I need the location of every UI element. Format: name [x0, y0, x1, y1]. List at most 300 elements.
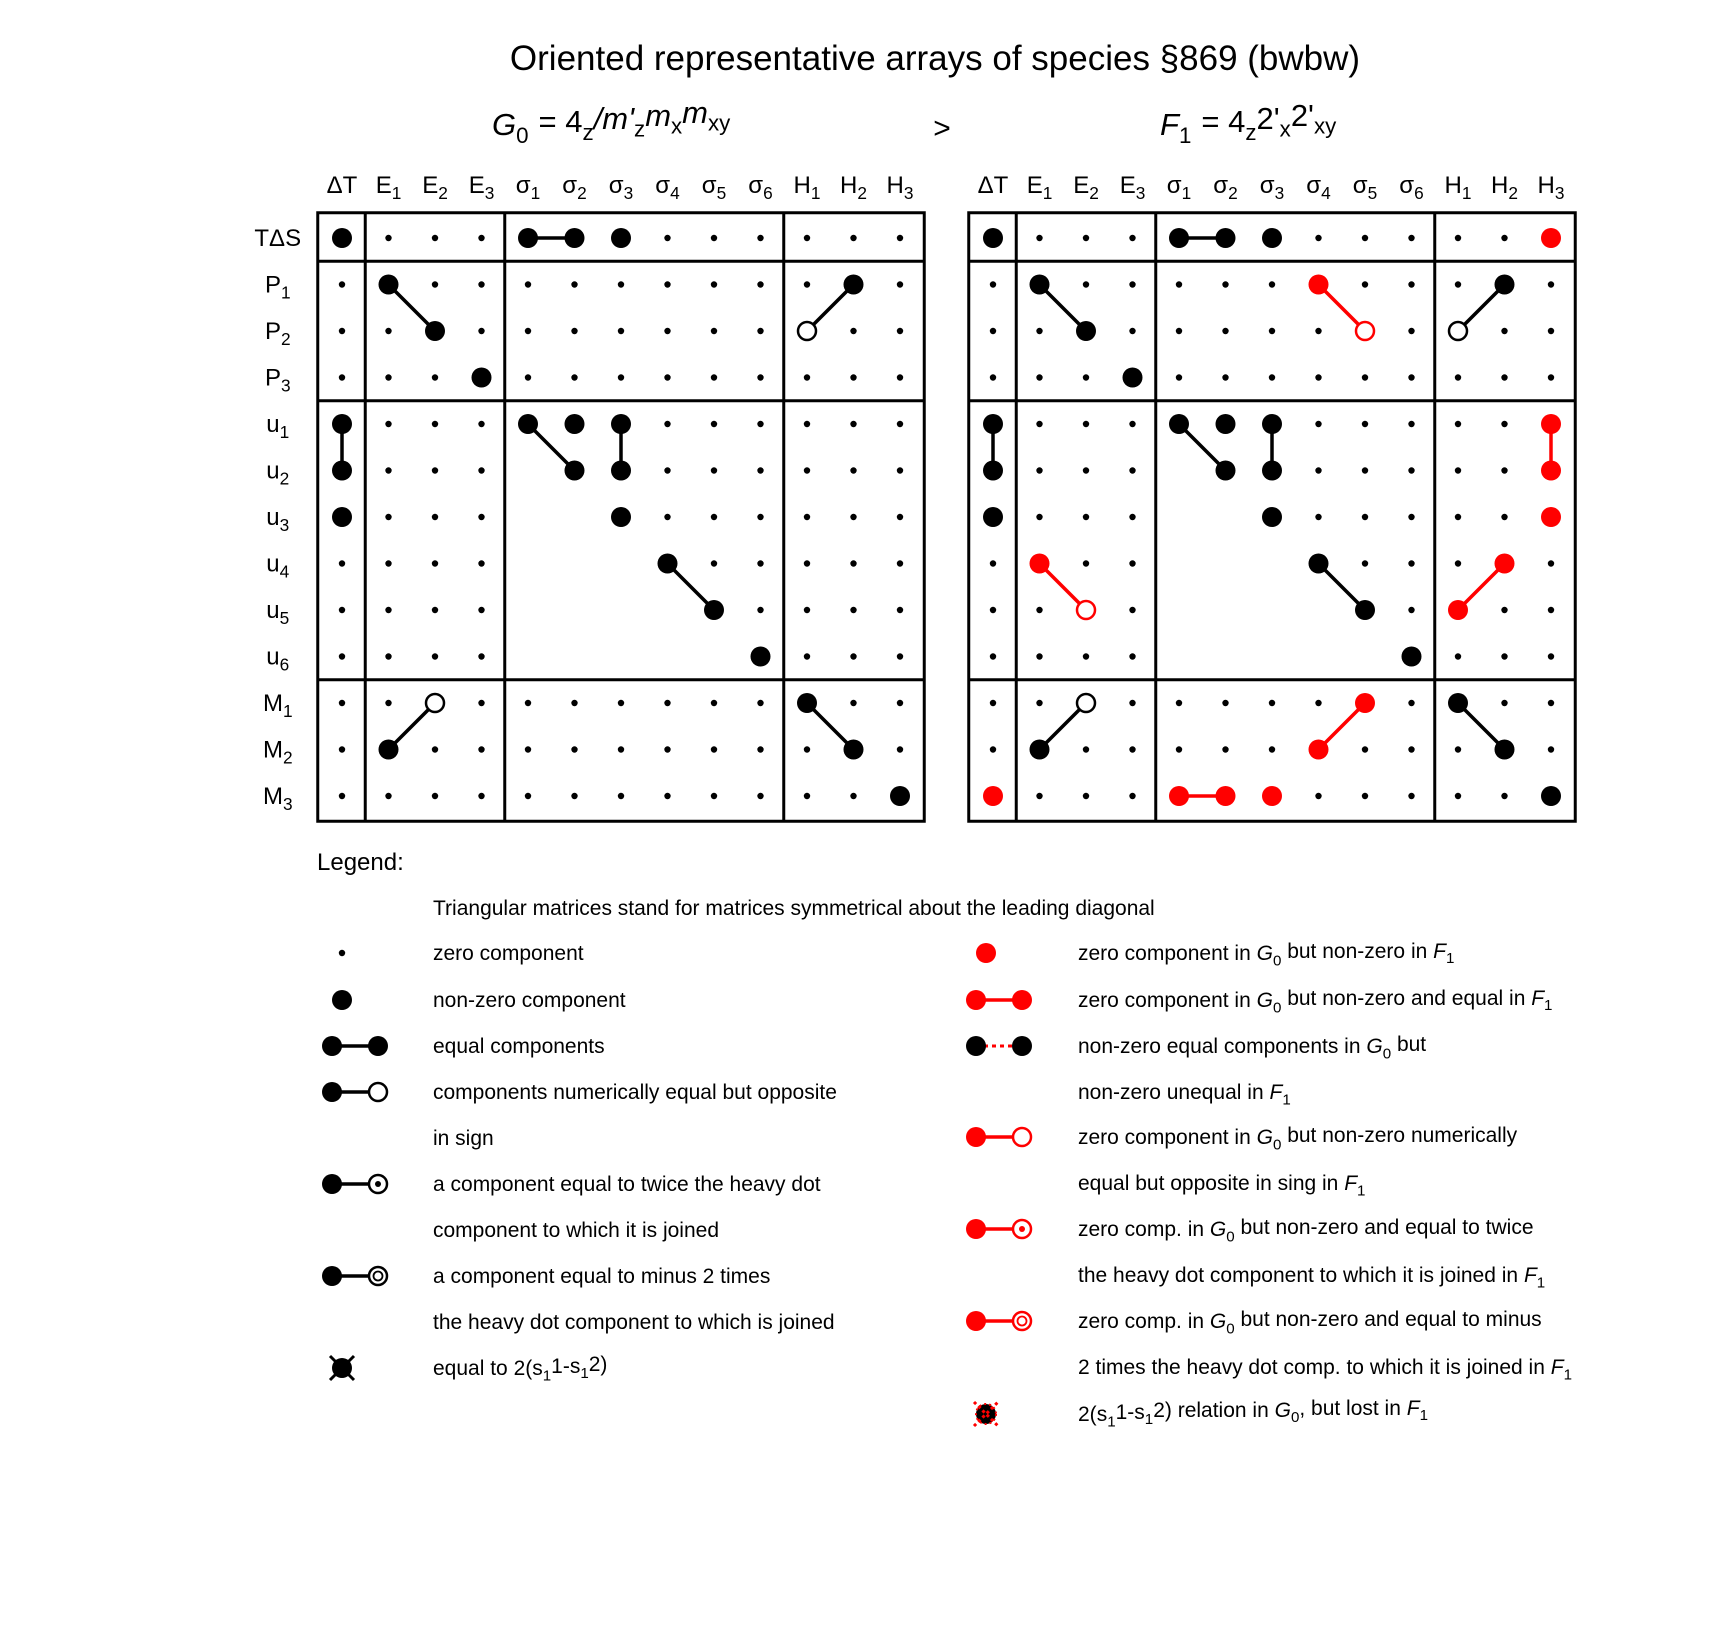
zero-component-dot: [1408, 793, 1414, 799]
big-dot-icon: [1012, 1036, 1032, 1056]
zero-component-dot: [432, 235, 438, 241]
zero-component-dot: [385, 514, 391, 520]
legend-subscript: 0: [1226, 1320, 1235, 1338]
inner-dot-icon: [375, 1181, 381, 1187]
group-part: = 4: [1201, 103, 1246, 139]
legend-subscript: 1: [1419, 1407, 1428, 1425]
label-part: 1: [1181, 183, 1192, 204]
row-label: [254, 225, 301, 252]
zero-component-dot: [664, 746, 670, 752]
zero-component-dot: [432, 514, 438, 520]
label-part: 2: [282, 747, 293, 768]
label-part: 3: [623, 183, 634, 204]
label-part: ΔT: [977, 172, 1009, 199]
label-part: σ: [608, 172, 624, 199]
zero-component-dot: [571, 328, 577, 334]
zero-component-dot: [757, 328, 763, 334]
zero-component-dot: [478, 467, 484, 473]
zero-component-dot: [1548, 653, 1554, 659]
zero-component-dot: [385, 235, 391, 241]
zero-component-dot: [385, 328, 391, 334]
legend-text: [433, 1219, 719, 1242]
big-dot-icon: [976, 943, 996, 963]
zero-component-dot: [1408, 514, 1414, 520]
nonzero-component-dot: [1030, 275, 1050, 295]
legend-text-part: , but lost in: [1299, 1396, 1407, 1420]
zero-component-dot: [1036, 328, 1042, 334]
nonzero-component-dot: [1262, 461, 1282, 481]
row-label: [266, 458, 289, 489]
legend-symbol-part: G: [1209, 1310, 1227, 1333]
label-part: 6: [1414, 183, 1424, 204]
zero-component-dot: [711, 235, 717, 241]
label-part: 2: [438, 183, 448, 204]
legend-symbol-part: G: [1209, 1218, 1227, 1241]
legend-symbol-part: G: [1366, 1035, 1383, 1058]
big-dot-icon: [322, 1174, 342, 1194]
row-label: [266, 411, 289, 442]
zero-component-dot: [897, 607, 903, 613]
legend-symbol-part: G: [1274, 1398, 1291, 1422]
label-part: 2: [280, 329, 291, 350]
label-part: 3: [903, 183, 914, 204]
nonzero-component-dot: [472, 368, 492, 388]
zero-component-dot: [1129, 328, 1135, 334]
big-dot-icon: [322, 1266, 342, 1286]
zero-component-dot: [1408, 421, 1414, 427]
nonzero-component-dot: [1262, 786, 1282, 806]
label-part: E: [422, 172, 439, 199]
zero-component-dot: [478, 281, 484, 287]
zero-component-dot: [1501, 421, 1507, 427]
zero-component-dot: [1455, 421, 1461, 427]
label-part: σ: [562, 172, 578, 199]
zero-component-dot: [1176, 700, 1182, 706]
zero-component-dot: [571, 746, 577, 752]
legend-text: [433, 1081, 837, 1104]
zero-component-dot: [432, 281, 438, 287]
zero-component-dot: [804, 467, 810, 473]
legend-text-part: equal but opposite in sing in: [1078, 1172, 1345, 1195]
zero-component-dot: [711, 700, 717, 706]
column-header: [887, 172, 914, 203]
nonzero-component-dot: [1495, 275, 1515, 295]
legend-text: [433, 1265, 770, 1288]
zero-component-dot: [1222, 700, 1228, 706]
zero-component-dot: [757, 607, 763, 613]
zero-component-dot: [757, 700, 763, 706]
column-header: [655, 172, 680, 203]
zero-component-dot: [1501, 607, 1507, 613]
nonzero-component-dot: [565, 228, 585, 248]
group-part: xy: [708, 110, 731, 136]
legend-text-part: but non-zero and equal to twice: [1234, 1215, 1534, 1239]
inner-dot-icon: [1019, 1226, 1025, 1232]
zero-component-dot: [1129, 700, 1135, 706]
label-part: M: [262, 783, 283, 810]
row-label: [266, 644, 289, 675]
zero-component-dot: [339, 746, 345, 752]
legend-symbol-part: F: [1550, 1356, 1564, 1379]
zero-component-dot: [432, 560, 438, 566]
legend-subscript: 1: [542, 1367, 552, 1385]
legend-symbol-part: F: [1523, 1264, 1537, 1287]
legend-heading: Legend:: [317, 849, 404, 876]
group-subscript: 0: [516, 122, 529, 148]
zero-component-dot: [1036, 793, 1042, 799]
zero-component-dot: [1036, 235, 1042, 241]
zero-component-dot: [1129, 467, 1135, 473]
legend-text-part: component to which it is joined: [433, 1219, 719, 1242]
legend-subscript: 0: [1226, 1228, 1235, 1246]
legend-right-column: [966, 940, 1572, 1430]
label-part: 1: [391, 183, 402, 204]
legend-subscript: 1: [1563, 1366, 1572, 1384]
comparator-symbol: >: [933, 112, 951, 145]
column-header: [327, 172, 358, 199]
zero-component-dot: [990, 653, 996, 659]
label-part: TΔS: [254, 225, 302, 252]
zero-component-dot: [385, 607, 391, 613]
legend-text-part: 1-: [551, 1354, 570, 1378]
small-dot-icon: [339, 950, 345, 956]
zero-component-dot: [1269, 700, 1275, 706]
label-part: σ: [1306, 172, 1322, 199]
zero-component-dot: [664, 235, 670, 241]
zero-component-dot: [1315, 328, 1321, 334]
zero-component-dot: [525, 374, 531, 380]
legend-subscript: 1: [1536, 1274, 1546, 1292]
nonzero-component-dot: [332, 228, 352, 248]
nonzero-component-dot: [332, 507, 352, 527]
legend-text-part: 2) relation in: [1153, 1398, 1275, 1422]
zero-component-dot: [1455, 793, 1461, 799]
zero-component-dot: [1222, 746, 1228, 752]
zero-component-dot: [711, 560, 717, 566]
big-dot-icon: [1012, 990, 1032, 1010]
legend-symbol-part: s: [1096, 1403, 1108, 1426]
zero-component-dot: [1362, 793, 1368, 799]
legend-subscript: 1: [1357, 1182, 1366, 1200]
zero-component-dot: [1501, 793, 1507, 799]
legend-text-part: 2(: [1078, 1403, 1097, 1426]
zero-component-dot: [850, 793, 856, 799]
legend-text: [433, 1173, 821, 1196]
legend-symbol-part: F: [1406, 1396, 1420, 1420]
column-header: [1120, 172, 1146, 203]
zero-component-dot: [1408, 235, 1414, 241]
legend-text: [433, 1353, 607, 1384]
zero-component-dot: [525, 746, 531, 752]
label-part: 1: [1042, 183, 1053, 204]
zero-component-dot: [1501, 514, 1507, 520]
legend-text-part: but: [1391, 1032, 1427, 1056]
zero-component-dot: [711, 514, 717, 520]
legend-left-column: [322, 942, 837, 1384]
legend-text: [433, 942, 584, 965]
zero-component-dot: [1362, 374, 1368, 380]
zero-component-dot: [897, 374, 903, 380]
legend-text-part: non-zero unequal in: [1078, 1081, 1270, 1104]
column-header: [1399, 172, 1423, 203]
zero-component-dot: [1455, 560, 1461, 566]
column-header: [609, 172, 633, 203]
zero-component-dot: [525, 700, 531, 706]
nonzero-component-dot: [1123, 368, 1143, 388]
zero-component-dot: [1315, 374, 1321, 380]
legend-text-part: equal to 2(: [433, 1357, 533, 1380]
legend-text-part: components numerically equal but opposite: [433, 1081, 837, 1104]
zero-component-dot: [385, 560, 391, 566]
nonzero-component-dot: [1169, 414, 1189, 434]
nonzero-component-dot: [611, 461, 631, 481]
zero-component-dot: [850, 607, 856, 613]
legend-text-part: equal components: [433, 1035, 605, 1058]
legend-text-part: but non-zero in: [1281, 939, 1434, 963]
zero-component-dot: [757, 793, 763, 799]
opposite-sign-dot: [1077, 601, 1095, 619]
zero-component-dot: [711, 746, 717, 752]
zero-component-dot: [664, 421, 670, 427]
nonzero-component-dot: [1541, 507, 1561, 527]
zero-component-dot: [1455, 653, 1461, 659]
zero-component-dot: [1083, 793, 1089, 799]
nonzero-component-dot: [611, 228, 631, 248]
label-part: 2: [857, 183, 867, 204]
zero-component-dot: [850, 374, 856, 380]
group-part: x: [1279, 116, 1291, 142]
zero-component-dot: [1362, 746, 1368, 752]
legend-text-part: but non-zero and equal to minus: [1234, 1307, 1542, 1331]
zero-component-dot: [1408, 560, 1414, 566]
zero-component-dot: [1129, 653, 1135, 659]
zero-component-dot: [1501, 653, 1507, 659]
zero-component-dot: [339, 700, 345, 706]
zero-component-dot: [1222, 374, 1228, 380]
zero-component-dot: [990, 746, 996, 752]
label-part: E: [468, 172, 485, 199]
zero-component-dot: [1362, 467, 1368, 473]
nonzero-component-dot: [1495, 554, 1515, 574]
label-part: 5: [279, 608, 290, 629]
nonzero-component-dot: [518, 228, 538, 248]
zero-component-dot: [1362, 235, 1368, 241]
zero-component-dot: [1083, 281, 1089, 287]
label-part: 4: [279, 561, 290, 582]
zero-component-dot: [478, 653, 484, 659]
open-dot-icon: [1013, 1128, 1031, 1146]
zero-component-dot: [664, 374, 670, 380]
legend-text: [433, 1127, 494, 1150]
group-part: z: [634, 116, 646, 142]
nonzero-component-dot: [1355, 600, 1375, 620]
zero-component-dot: [897, 421, 903, 427]
zero-component-dot: [525, 328, 531, 334]
group-part: /m': [593, 100, 635, 136]
zero-component-dot: [571, 700, 577, 706]
zero-component-dot: [711, 374, 717, 380]
zero-component-dot: [385, 421, 391, 427]
label-part: H: [1491, 172, 1509, 199]
zero-component-dot: [618, 374, 624, 380]
label-part: u: [266, 411, 280, 438]
nonzero-component-dot: [658, 554, 678, 574]
nonzero-component-dot: [611, 414, 631, 434]
label-part: E: [1119, 172, 1136, 199]
zero-component-dot: [339, 560, 345, 566]
nonzero-component-dot: [1030, 554, 1050, 574]
group-left-symbol: [492, 95, 731, 148]
label-part: 6: [763, 183, 773, 204]
zero-component-dot: [850, 421, 856, 427]
group-subscript: 1: [1178, 122, 1192, 148]
zero-component-dot: [897, 746, 903, 752]
zero-component-dot: [339, 328, 345, 334]
zero-component-dot: [1036, 700, 1042, 706]
zero-component-dot: [1455, 281, 1461, 287]
zero-component-dot: [571, 374, 577, 380]
zero-component-dot: [757, 421, 763, 427]
zero-component-dot: [1548, 374, 1554, 380]
opposite-sign-dot: [798, 322, 816, 340]
legend-subscript: 1: [1544, 997, 1553, 1015]
big-dot-icon: [322, 1082, 342, 1102]
legend-text: [1078, 987, 1552, 1016]
label-part: 1: [530, 183, 541, 204]
zero-component-dot: [339, 281, 345, 287]
column-header: [1353, 172, 1377, 203]
zero-component-dot: [385, 374, 391, 380]
row-label: [263, 690, 293, 721]
column-header: [748, 172, 772, 203]
zero-component-dot: [804, 746, 810, 752]
group-part: z: [582, 119, 594, 145]
label-part: 1: [279, 422, 290, 443]
legend-text-part: zero component in: [1078, 942, 1257, 965]
zero-component-dot: [339, 374, 345, 380]
label-part: H: [1444, 172, 1462, 199]
zero-component-dot: [478, 700, 484, 706]
label-part: P: [264, 271, 281, 299]
legend-subscript: 0: [1272, 999, 1282, 1017]
label-part: σ: [1259, 172, 1275, 199]
label-part: u: [266, 550, 280, 578]
label-part: u: [266, 597, 280, 624]
big-dot-icon: [966, 1311, 986, 1331]
nonzero-component-dot: [1402, 647, 1422, 667]
zero-component-dot: [1548, 700, 1554, 706]
label-part: 3: [280, 375, 291, 396]
legend-text-part: 2 times the heavy dot comp. to which it is joined in: [1078, 1356, 1551, 1379]
zero-component-dot: [1455, 746, 1461, 752]
zero-component-dot: [1408, 281, 1414, 287]
zero-component-dot: [432, 467, 438, 473]
zero-component-dot: [711, 328, 717, 334]
group-part: m: [682, 94, 708, 130]
zero-component-dot: [804, 281, 810, 287]
legend-text: [1078, 940, 1454, 969]
group-right-symbol: [1160, 98, 1337, 148]
zero-component-dot: [990, 281, 996, 287]
label-part: 2: [1508, 183, 1518, 204]
legend-text: [433, 989, 626, 1012]
legend-subscript: 0: [1382, 1045, 1392, 1063]
zero-component-dot: [618, 746, 624, 752]
group-part: m: [645, 97, 672, 133]
label-part: σ: [1399, 172, 1415, 199]
zero-component-dot: [1036, 514, 1042, 520]
label-part: E: [1073, 172, 1090, 199]
legend-symbol-part: s: [569, 1354, 581, 1378]
label-part: 3: [1135, 183, 1146, 204]
zero-component-dot: [711, 281, 717, 287]
legend-text-part: non-zero equal components in: [1078, 1035, 1367, 1058]
zero-component-dot: [804, 653, 810, 659]
nonzero-component-dot: [1495, 740, 1515, 760]
legend-text: [1078, 1172, 1365, 1199]
zero-component-dot: [339, 793, 345, 799]
nonzero-component-dot: [565, 461, 585, 481]
zero-component-dot: [664, 793, 670, 799]
zero-component-dot: [804, 374, 810, 380]
zero-component-dot: [897, 281, 903, 287]
zero-component-dot: [990, 700, 996, 706]
zero-component-dot: [1129, 607, 1135, 613]
column-header: [1260, 172, 1284, 203]
zero-component-dot: [1129, 281, 1135, 287]
nonzero-component-dot: [704, 600, 724, 620]
zero-component-dot: [1176, 746, 1182, 752]
zero-component-dot: [897, 328, 903, 334]
legend-text-part: a component equal to minus 2 times: [433, 1265, 771, 1288]
nonzero-component-dot: [1309, 275, 1329, 295]
zero-component-dot: [1269, 746, 1275, 752]
zero-component-dot: [897, 235, 903, 241]
nonzero-component-dot: [1262, 228, 1282, 248]
label-part: 4: [1321, 183, 1331, 204]
label-part: H: [886, 172, 904, 199]
legend-text-part: zero component in: [1078, 989, 1257, 1012]
legend-text-part: zero comp. in: [1078, 1218, 1210, 1241]
column-header: [840, 172, 867, 203]
zero-component-dot: [757, 281, 763, 287]
zero-component-dot: [1083, 653, 1089, 659]
matrix-f1: [969, 172, 1576, 821]
zero-component-dot: [1315, 421, 1321, 427]
label-part: 1: [810, 183, 821, 204]
nonzero-component-dot: [332, 414, 352, 434]
label-part: 3: [1274, 183, 1285, 204]
column-header: [1538, 172, 1565, 203]
zero-component-dot: [1548, 281, 1554, 287]
zero-component-dot: [478, 514, 484, 520]
column-header: [1167, 172, 1191, 203]
zero-component-dot: [757, 374, 763, 380]
legend-text: [1078, 1081, 1291, 1108]
legend-text-part: the heavy dot component to which it is joined in: [1078, 1264, 1524, 1287]
zero-component-dot: [1129, 746, 1135, 752]
nonzero-component-dot: [518, 414, 538, 434]
zero-component-dot: [990, 607, 996, 613]
zero-component-dot: [1129, 793, 1135, 799]
legend-symbol-part: s: [532, 1357, 543, 1380]
zero-component-dot: [804, 514, 810, 520]
opposite-sign-dot: [1077, 694, 1095, 712]
legend-subscript: 1: [1282, 1091, 1291, 1109]
column-header: [1491, 172, 1518, 203]
column-header: [469, 172, 495, 203]
zero-component-dot: [664, 281, 670, 287]
